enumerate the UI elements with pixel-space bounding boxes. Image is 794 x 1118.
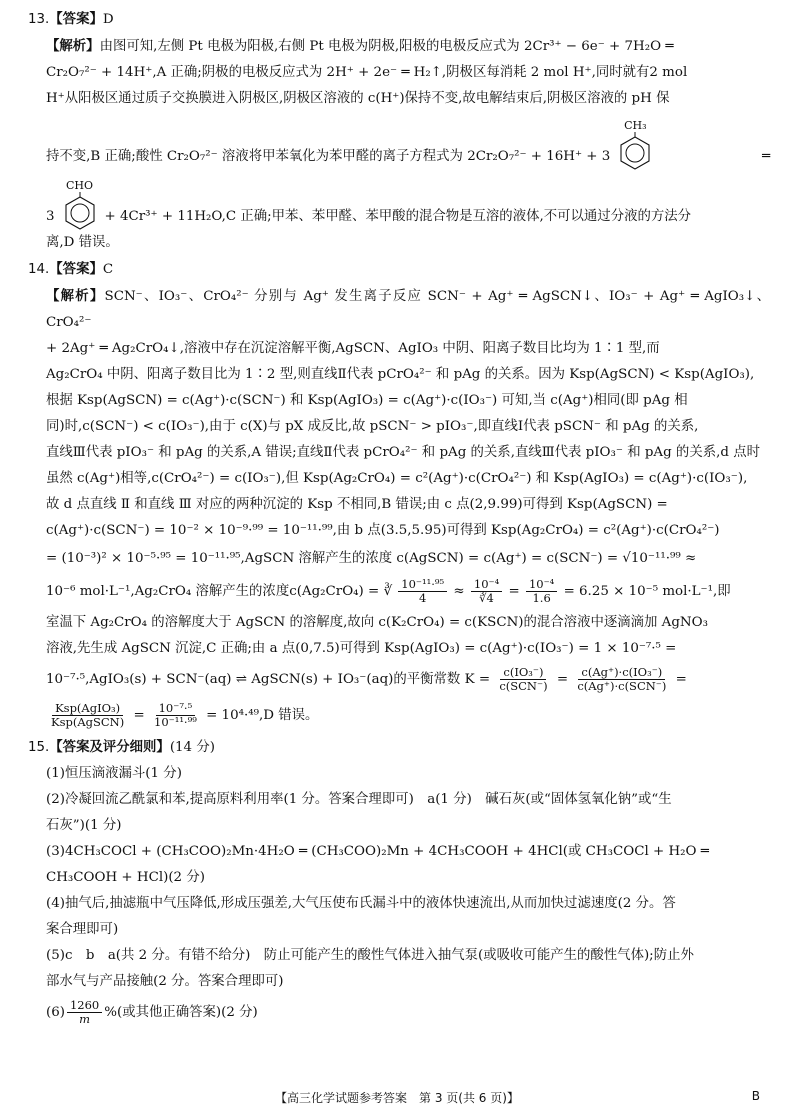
q13-header (28, 6, 770, 33)
q14-text: ≈ (453, 584, 465, 599)
q14-line: 虽然 c(Ag⁺)相等,c(CrO₄²⁻) = c(IO₃⁻),但 Ksp(Ag₂CrO₄) = c²(Ag⁺)·c(CrO₄²⁻) 和 Ksp(AgIO₃) = c(Ag⁺)·c(IO₃⁻), (46, 471, 748, 486)
q15-item: 案合理即可) (46, 922, 119, 937)
fraction-denominator: m (79, 1012, 91, 1026)
q13-analysis-label: 【解析】 (46, 38, 100, 54)
footer-page-info: 【高三化学试题参考答案 第 3 页(共 6 页)】 (275, 1091, 519, 1105)
q14-line: c(Ag⁺)·c(SCN⁻) = 10⁻² × 10⁻⁹·⁹⁹ = 10⁻¹¹·⁹⁹,由 b 点(3.5,5.95)可得到 Ksp(Ag₂CrO₄) = c²(Ag⁺)·c(CrO₄²⁻) (46, 523, 720, 538)
q14-concentration-line (46, 574, 770, 610)
fraction-numerator: 10⁻¹¹·⁹⁵ (398, 578, 447, 592)
fraction-numerator: c(Ag⁺)·c(IO₃⁻) (578, 666, 665, 680)
q14-text: = (675, 672, 687, 687)
footer-version: B (751, 1089, 760, 1103)
q13-line: 离,D 错误。 (46, 235, 119, 250)
q15-header (28, 734, 770, 761)
q15-item: (2)冷凝回流乙酰氯和苯,提高原料利用率(1 分。答案合理即可) a(1 分) 碱石灰(或“固体氢氧化钠”或“生 (46, 792, 672, 807)
fraction-denominator: 4 (419, 591, 427, 605)
fraction (526, 578, 557, 605)
q15-answers (28, 761, 770, 1031)
q14-analysis-label: 【解析】 (46, 288, 105, 304)
q13-line: 由图可知,左侧 Pt 电极为阳极,右侧 Pt 电极为阴极,阳极的电极反应式为 2Cr³⁺ − 6e⁻ + 7H₂O ═ (99, 39, 674, 54)
q14-line: 室温下 Ag₂CrO₄ 的溶解度大于 AgSCN 的溶解度,故向 c(K₂CrO₄) = c(KSCN)的混合溶液中逐滴滴加 AgNO₃ (46, 615, 708, 630)
q14-text: 10⁻⁷·⁵,AgIO₃(s) + SCN⁻(aq) ⇌ AgSCN(s) + IO₃⁻(aq)的平衡常数 K = (46, 672, 491, 687)
q15-item: CH₃COOH + HCl)(2 分) (46, 870, 205, 885)
q14-line: 同)时,c(SCN⁻) < c(IO₃⁻),由于 c(X)与 pX 成反比,故 pSCN⁻ > pIO₃⁻,即直线Ⅰ代表 pSCN⁻ 和 pAg 的关系, (46, 419, 699, 434)
q15-item: (4)抽气后,抽滤瓶中气压降低,形成压强差,大气压使布氏漏斗中的液体快速流出,从而加快过滤速度(2 分。答 (46, 896, 676, 911)
q14-answer-label: 【答案】 (49, 261, 103, 277)
q15-item: 部水气与产品接触(2 分。答案合理即可) (46, 974, 284, 989)
q14-equilibrium-line (46, 662, 770, 698)
q14-line: 故 d 点直线 Ⅱ 和直线 Ⅲ 对应的两种沉淀的 Ksp 不相同,B 错误;由 c 点(2,9.99)可得到 Ksp(AgSCN) = (46, 497, 668, 512)
fraction-numerator: 1260 (67, 999, 102, 1013)
fraction-numerator: Ksp(AgIO₃) (52, 702, 123, 716)
q14-analysis (28, 283, 770, 734)
q13-line: + 4Cr³⁺ + 11H₂O,C 正确;甲苯、苯甲醛、苯甲酸的混合物是互溶的液体,不可以通过分液的方法分 (104, 209, 692, 224)
fraction-denominator: c(SCN⁻) (499, 679, 548, 693)
fraction-denominator: Ksp(AgSCN) (51, 715, 125, 729)
q14-final-line (46, 698, 770, 734)
q15-number: 15. (28, 740, 50, 755)
toluene-structure (618, 120, 652, 170)
q14-text: = (133, 708, 145, 723)
fraction-denominator: c(Ag⁺)·c(SCN⁻) (577, 679, 667, 693)
q15-score: (14 分) (169, 740, 215, 755)
benzene-ring-icon (618, 132, 652, 170)
fraction (496, 666, 550, 693)
q13-number: 13. (28, 12, 50, 27)
q15-item-6 (46, 995, 770, 1031)
fraction (471, 578, 502, 605)
q13-equals: ═ (761, 149, 770, 164)
fraction (67, 999, 102, 1026)
q14-line: = (10⁻³)² × 10⁻⁵·⁹⁵ = 10⁻¹¹·⁹⁵,AgSCN 溶解产生的浓度 c(AgSCN) = c(Ag⁺) = c(SCN⁻) = √10⁻¹¹·⁹⁹ ≈ (46, 551, 697, 566)
fraction-denominator: 1.6 (532, 591, 551, 605)
fraction-denominator: ∛4 (479, 591, 494, 605)
q14-text: = (556, 672, 569, 687)
q13-line: Cr₂O₇²⁻ + 14H⁺,A 正确;阴极的电极反应式为 2H⁺ + 2e⁻ ═ H₂↑,阴极区每消耗 2 mol H⁺,同时就有2 mol (46, 65, 688, 80)
benzene-ring-icon (63, 192, 97, 230)
fraction (48, 702, 127, 729)
q14-line: 直线Ⅲ代表 pIO₃⁻ 和 pAg 的关系,A 错误;直线Ⅱ代表 pCrO₄²⁻ 和 pAg 的关系,直线Ⅲ代表 pIO₃⁻ 和 pAg 的关系,d 点时 (46, 445, 760, 460)
q13-answer: D (102, 12, 114, 27)
q14-text: = 10⁴·⁴⁹,D 错误。 (206, 708, 319, 723)
q13-analysis (28, 33, 770, 256)
q13-answer-label: 【答案】 (49, 11, 103, 27)
fraction-numerator: 10⁻⁴ (471, 578, 502, 592)
q13-line: 持不变,B 正确;酸性 Cr₂O₇²⁻ 溶液将甲苯氧化为苯甲醛的离子方程式为 2Cr₂O₇²⁻ + 16H⁺ + 3 (46, 149, 611, 164)
fraction (398, 578, 447, 605)
q14-text: = (508, 584, 520, 599)
q15-item6-suffix: %(或其他正确答案)(2 分) (104, 1005, 258, 1020)
q13-line: H⁺从阳极区通过质子交换膜进入阴极区,阴极区溶液的 c(H⁺)保持不变,故电解结束后,阴极区溶液的 pH 保 (46, 91, 670, 106)
q14-line: SCN⁻、IO₃⁻、CrO₄²⁻ 分别与 Ag⁺ 发生离子反应 SCN⁻ + Ag⁺ ═ AgSCN↓、IO₃⁻ + Ag⁺ ═ AgIO₃↓、CrO₄²⁻ (46, 289, 770, 330)
q14-text: = 6.25 × 10⁻⁵ mol·L⁻¹,即 (563, 584, 731, 599)
fraction (151, 702, 200, 729)
q15-item: (5)c b a(共 2 分。有错不给分) 防止可能产生的酸性气体进入抽气泵(或吸收可能产生的酸性气体);防止外 (46, 948, 694, 963)
q14-line: 溶液,先生成 AgSCN 沉淀,C 正确;由 a 点(0,7.5)可得到 Ksp(AgIO₃) = c(Ag⁺)·c(IO₃⁻) = 1 × 10⁻⁷·⁵ = (46, 641, 677, 656)
q15-item: (1)恒压滴液漏斗(1 分) (46, 766, 182, 781)
fraction-numerator: 10⁻⁴ (526, 578, 557, 592)
q14-line: Ag₂CrO₄ 中阴、阳离子数目比为 1∶2 型,则直线Ⅱ代表 pCrO₄²⁻ 和 pAg 的关系。因为 Ksp(AgSCN) < Ksp(AgIO₃), (46, 367, 755, 382)
q15-item: 石灰”)(1 分) (46, 818, 122, 833)
q13-product-line (46, 170, 770, 230)
q15-answer-label: 【答案及评分细则】 (49, 739, 170, 755)
answer-page (28, 6, 770, 1031)
benzaldehyde-structure (63, 180, 97, 230)
q14-text: 10⁻⁶ mol·L⁻¹,Ag₂CrO₄ 溶解产生的浓度c(Ag₂CrO₄) = ∛ (46, 584, 393, 599)
q14-line: + 2Ag⁺ ═ Ag₂CrO₄↓,溶液中存在沉淀溶解平衡,AgSCN、AgIO₃ 中阴、阳离子数目比均为 1∶1 型,而 (46, 341, 660, 356)
q14-number: 14. (28, 262, 50, 277)
fraction-numerator: c(IO₃⁻) (500, 666, 546, 680)
q15-item6-prefix: (6) (46, 1005, 65, 1020)
fraction-denominator: 10⁻¹¹·⁹⁹ (154, 715, 197, 729)
benzaldehyde-substituent: CHO (66, 179, 94, 192)
q14-header (28, 256, 770, 283)
q13-equation-line (46, 112, 770, 170)
q15-item: (3)4CH₃COCl + (CH₃COO)₂Mn·4H₂O ═ (CH₃COO)₂Mn + 4CH₃COOH + 4HCl(或 CH₃COCl + H₂O ═ (46, 844, 709, 859)
q13-coef: 3 (46, 209, 55, 224)
fraction-numerator: 10⁻⁷·⁵ (156, 702, 196, 716)
toluene-substituent: CH₃ (624, 119, 647, 132)
q14-line: 根据 Ksp(AgSCN) = c(Ag⁺)·c(SCN⁻) 和 Ksp(AgIO₃) = c(Ag⁺)·c(IO₃⁻) 可知,当 c(Ag⁺)相同(即 pAg 相 (46, 393, 688, 408)
q14-answer: C (102, 262, 114, 277)
fraction (574, 666, 669, 693)
